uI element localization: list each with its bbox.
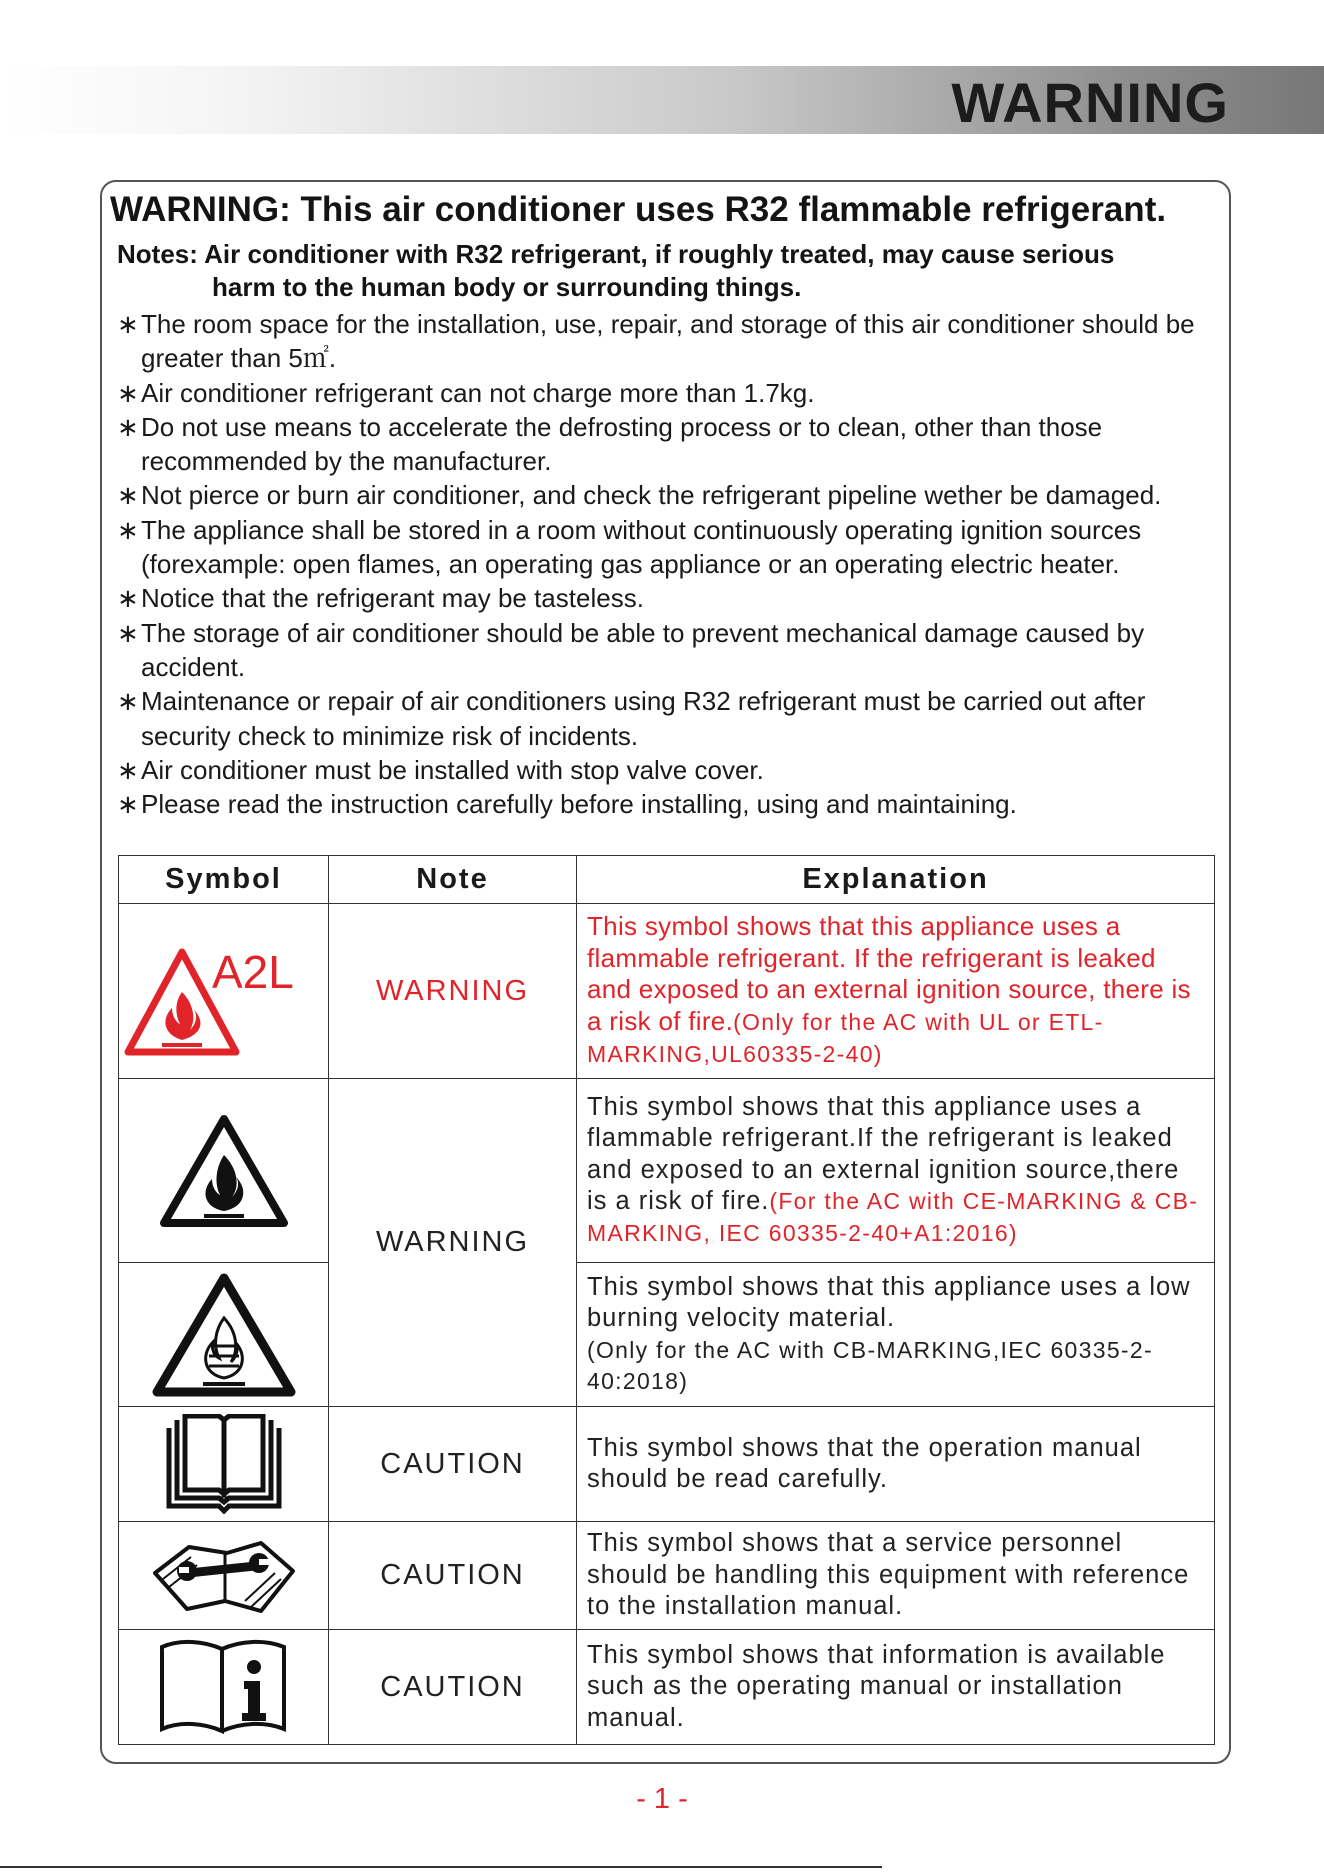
information-manual-icon <box>154 1637 294 1737</box>
table-row <box>119 1630 1215 1745</box>
bullet-list <box>117 307 1232 821</box>
list-item <box>117 616 1232 685</box>
header-explanation: Explanation <box>577 856 1215 904</box>
bullet-marker: ∗ <box>117 583 139 614</box>
page-number: - 1 - <box>636 1783 688 1815</box>
bullet-marker: ∗ <box>117 789 139 820</box>
explanation-extra: (For the AC with CE-MARKING & CB-MARKING, IEC 60335-2-40+A1:2016) <box>587 1188 1199 1246</box>
list-item <box>117 513 1232 582</box>
explanation-cell <box>577 1263 1215 1407</box>
list-item <box>117 753 1232 787</box>
bullet-marker: ∗ <box>117 377 139 408</box>
notes-line-2: harm to the human body or surrounding things. <box>212 272 802 302</box>
bullet-marker: ∗ <box>117 514 139 545</box>
table-header-row <box>119 856 1215 904</box>
a2l-flammable-warning-icon <box>124 916 324 1066</box>
symbol-cell <box>119 1522 329 1630</box>
table-row <box>119 1407 1215 1522</box>
notes-line-1: Notes: Air conditioner with R32 refrigerant, if roughly treated, may cause serious <box>117 239 1115 269</box>
explanation-text: This symbol shows that the operation manual should be read carefully. <box>587 1433 1142 1493</box>
note-cell: WARNING <box>329 1079 577 1407</box>
list-item <box>117 376 1232 410</box>
note-cell: WARNING <box>329 904 577 1079</box>
bullet-text: Air conditioner refrigerant can not charge more than 1.7kg. <box>141 377 815 408</box>
page-heading: WARNING: This air conditioner uses R32 flammable refrigerant. <box>110 190 1167 229</box>
bullet-text: The room space for the installation, use, repair, and storage of this air conditioner should be greater than 5㎡. <box>141 309 1195 374</box>
bullet-marker: ∗ <box>117 480 139 511</box>
symbol-cell <box>119 1407 329 1522</box>
bullet-marker: ∗ <box>117 754 139 785</box>
bullet-marker: ∗ <box>117 617 139 648</box>
bullet-marker: ∗ <box>117 686 139 717</box>
list-item <box>117 410 1232 479</box>
bullet-text: The storage of air conditioner should be able to prevent mechanical damage caused by accident. <box>141 617 1145 682</box>
operation-manual-icon <box>159 1414 289 1514</box>
explanation-extra: (Only for the AC with CB-MARKING,IEC 60335-2-40:2018) <box>587 1336 1153 1394</box>
table-row <box>119 904 1215 1079</box>
flammable-warning-icon <box>154 1111 294 1231</box>
note-cell: CAUTION <box>329 1522 577 1630</box>
table-row <box>119 1079 1215 1263</box>
explanation-text: This symbol shows that this appliance uses a flammable refrigerant.If the refrigerant is leaked and exposed to an external ignition source,there is a risk of fire. <box>587 1092 1180 1216</box>
explanation-text: This symbol shows that information is available such as the operating manual or installation manual. <box>587 1640 1166 1732</box>
explanation-cell <box>577 1079 1215 1263</box>
symbol-table <box>118 855 1215 1745</box>
banner-title: WARNING <box>951 71 1229 134</box>
explanation-text: This symbol shows that this appliance uses a flammable refrigerant. If the refrigerant is leaked and exposed to an external ignition source, there is a risk of fire. <box>587 911 1191 1036</box>
low-burning-velocity-icon <box>149 1270 299 1400</box>
bullet-marker: ∗ <box>117 411 139 442</box>
table-row <box>119 1263 1215 1407</box>
a2l-label: A2L <box>211 946 294 998</box>
header-note: Note <box>329 856 577 904</box>
bullet-text: Maintenance or repair of air conditioners using R32 refrigerant must be carried out after security check to minimize risk of incidents. <box>141 686 1146 751</box>
service-manual-wrench-icon <box>149 1531 299 1621</box>
header-symbol: Symbol <box>119 856 329 904</box>
symbol-cell <box>119 1079 329 1263</box>
list-item <box>117 581 1232 615</box>
bullet-text: Not pierce or burn air conditioner, and check the refrigerant pipeline wether be damaged. <box>141 480 1162 511</box>
explanation-cell <box>577 1407 1215 1522</box>
list-item <box>117 684 1232 753</box>
bullet-text: The appliance shall be stored in a room without continuously operating ignition sources (forexample: open flames, an operating gas appliance or an operating electric heater. <box>141 514 1142 580</box>
explanation-cell <box>577 1630 1215 1745</box>
list-item <box>117 478 1232 512</box>
bullet-text: Air conditioner must be installed with stop valve cover. <box>141 754 764 785</box>
list-item <box>117 307 1232 376</box>
warning-banner <box>0 66 1324 134</box>
explanation-cell <box>577 1522 1215 1630</box>
explanation-cell <box>577 904 1215 1079</box>
explanation-text: This symbol shows that this appliance uses a low burning velocity material. <box>587 1272 1191 1332</box>
explanation-text: This symbol shows that a service personnel should be handling this equipment with reference to the installation manual. <box>587 1529 1190 1621</box>
bottom-divider <box>0 1866 882 1868</box>
explanation-extra: (Only for the AC with UL or ETL-MARKING,UL60335-2-40) <box>587 1008 1104 1068</box>
list-item <box>117 787 1232 821</box>
note-cell: CAUTION <box>329 1630 577 1745</box>
bullet-text: Notice that the refrigerant may be tasteless. <box>141 583 644 614</box>
notes-block <box>117 238 1114 304</box>
symbol-cell <box>119 1630 329 1745</box>
bullet-text: Do not use means to accelerate the defrosting process or to clean, other than those recommended by the manufacturer. <box>141 411 1103 477</box>
bullet-marker: ∗ <box>117 309 139 339</box>
symbol-cell <box>119 904 329 1079</box>
table-row <box>119 1522 1215 1630</box>
bullet-text: Please read the instruction carefully before installing, using and maintaining. <box>141 789 1017 820</box>
symbol-cell <box>119 1263 329 1407</box>
note-cell: CAUTION <box>329 1407 577 1522</box>
